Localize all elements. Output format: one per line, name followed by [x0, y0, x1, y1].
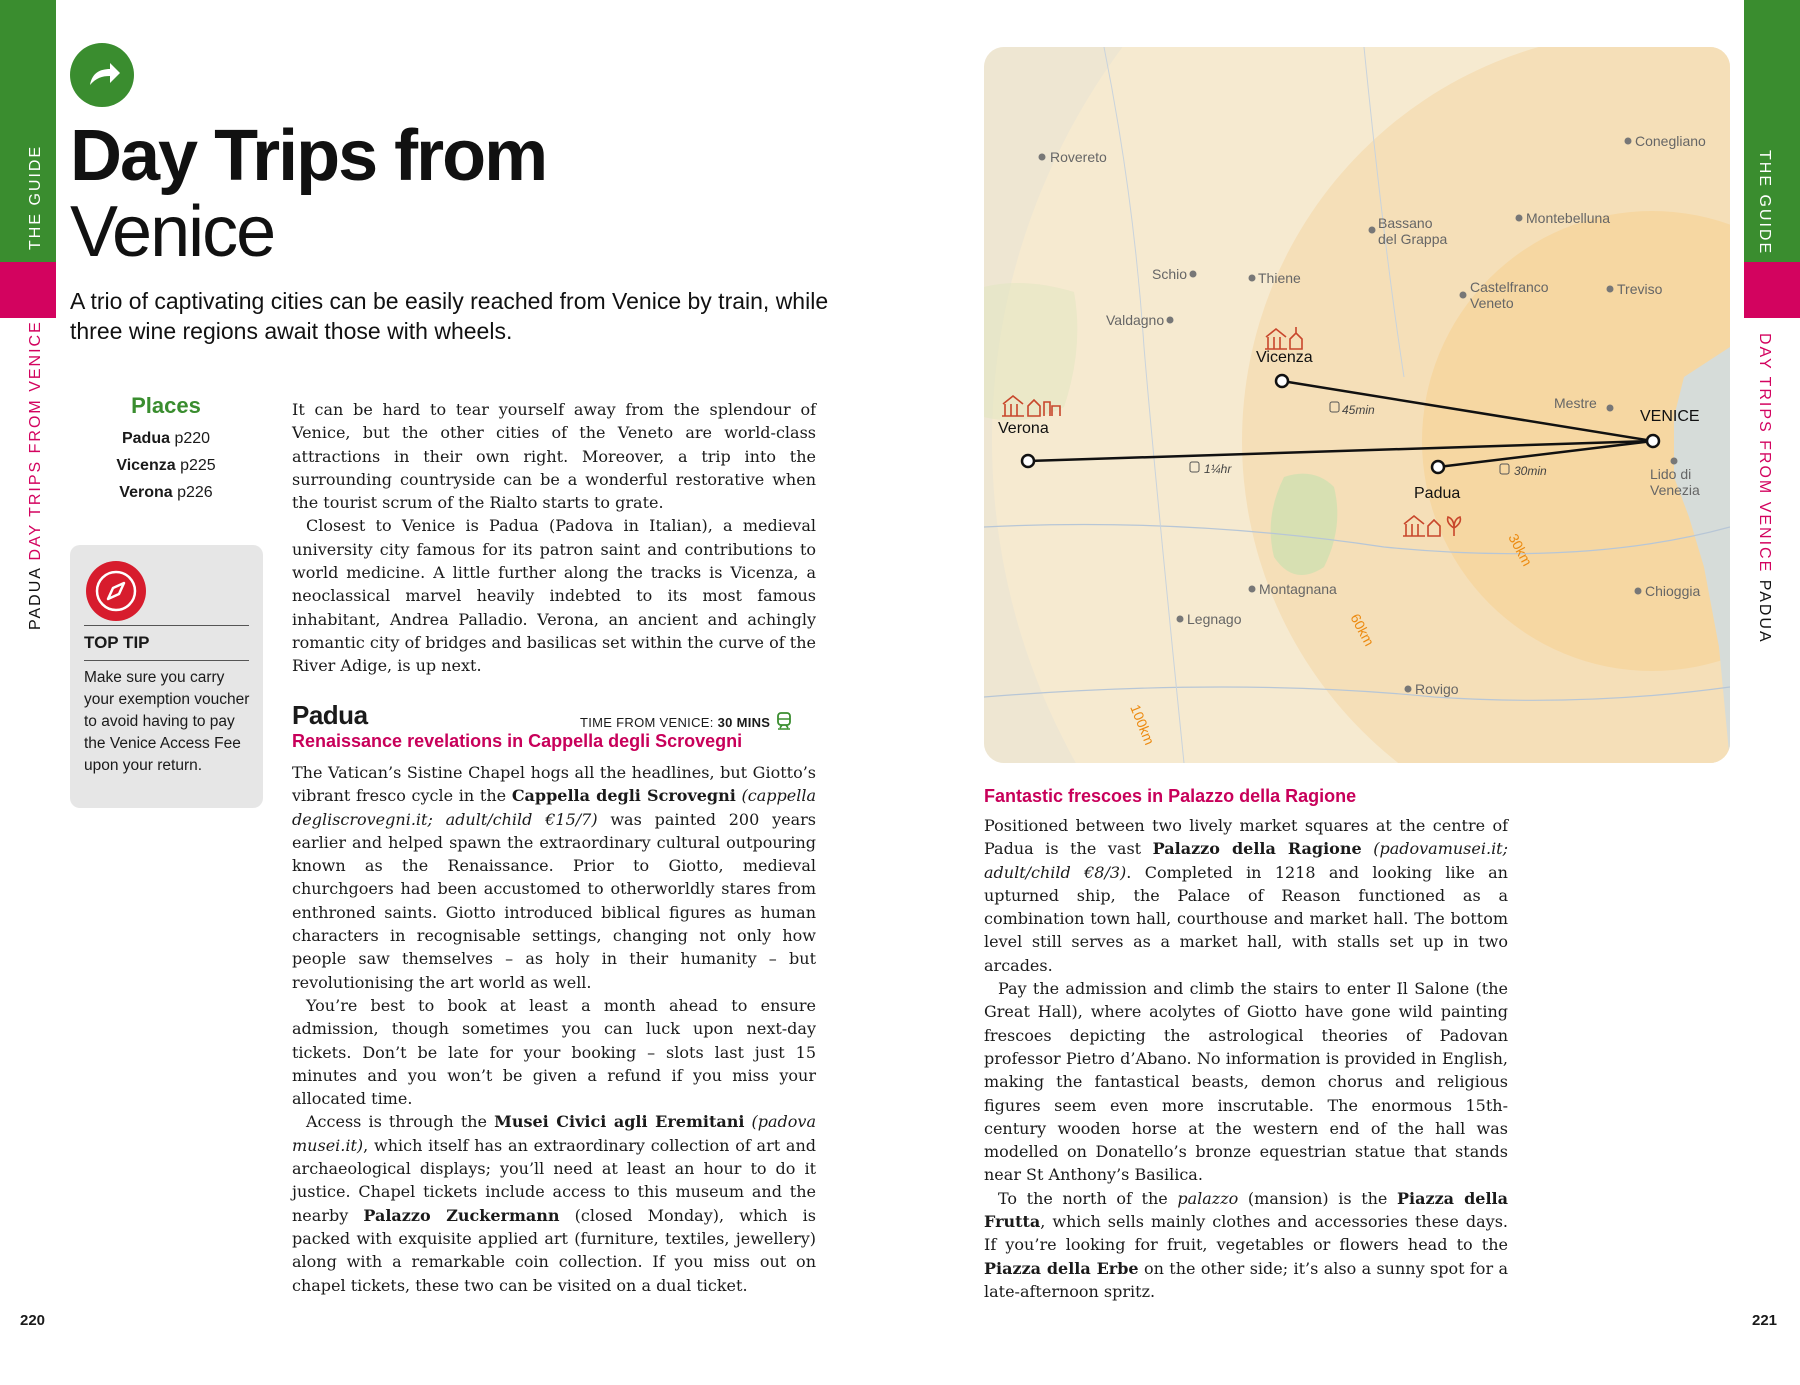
places-item[interactable]: Padua p220 — [121, 430, 211, 447]
town-label: Mestre — [1554, 395, 1597, 411]
tip-text: Make sure you carry your exemption voucher to avoid having to pay the Venice Access Fee upon your return. — [84, 669, 250, 774]
section-name-right: DAY TRIPS FROM VENICE — [1756, 333, 1773, 574]
top-tip-box — [70, 545, 263, 808]
city-label: Padua — [1414, 485, 1461, 502]
page-number-left: 220 — [20, 1312, 46, 1329]
padua-paragraph: Access is through the Musei Civici agli Eremitani (padova musei.it), which itself has an extraordinary collection of art and archaeological displays; you’ll need at least an hour to do it justice. Chapel tickets include access to this museum and the nearby Palazzo Zuckermann (closed Monday), which is packed with exquisite applied art (furniture, textiles, jewellery) along with a remarkable coin collection. If you miss out on chapel tickets, these two can be visited on a dual ticket. — [292, 1112, 817, 1295]
guide-label-right: THE GUIDE — [1756, 150, 1773, 256]
tip-divider — [84, 660, 249, 661]
title-line-1: Day Trips from — [70, 116, 547, 196]
city-label: Verona — [998, 420, 1049, 437]
section-label-right — [1755, 333, 1773, 644]
intro-text: A trio of captivating cities can be easily reached from Venice by train, while three wine regions await those with wheels. — [70, 288, 829, 344]
compass-icon — [86, 561, 146, 621]
town-label: Conegliano — [1635, 133, 1706, 149]
places-item[interactable]: Vicenza p225 — [116, 457, 216, 474]
page-title — [70, 118, 546, 270]
tip-title: TOP TIP — [84, 633, 150, 652]
section-suffix-right: PADUA — [1756, 579, 1773, 644]
city-marker — [1276, 375, 1288, 387]
train-icon — [774, 711, 794, 731]
ragione-subtitle: Fantastic frescoes in Palazzo della Ragione — [984, 786, 1357, 806]
town-label: Valdagno — [1106, 312, 1165, 328]
radius-label: 100km — [1127, 702, 1158, 748]
city-marker — [1022, 455, 1034, 467]
town-label: Chioggia — [1645, 583, 1701, 599]
intro-paragraph: Closest to Venice is Padua (Padova in Italian), a medieval university city famous for its patron saint and contributions to world medicine. A little further along the tracks is Vicenza, a neoclassical marvel heavily indebted to its most famous inhabitant, Andrea Palladio. Verona, an ancient and achingly romantic city of bridges and basilicas set within the curve of the River Adige, is up next. — [292, 516, 816, 676]
padua-paragraph: You’re best to book at least a month ahead to ensure admission, though sometimes you can luck upon next-day tickets. Don’t be late for your booking – slots last just 15 minutes and you won’t be given a refund if you miss your allocated time. — [292, 995, 816, 1109]
places-item[interactable]: Verona p226 — [119, 484, 213, 501]
intro-column — [292, 398, 816, 678]
travel-time: 45min — [1342, 403, 1375, 417]
town-label: Rovereto — [1050, 149, 1107, 165]
city-marker — [1647, 435, 1659, 447]
section-name-left: DAY TRIPS FROM VENICE — [27, 320, 44, 561]
intro-paragraph: It can be hard to tear yourself away from the splendour of Venice, but the other cities of the Veneto are world-class attractions in their own right. Moreover, a trip into the surrounding countryside can be a wonderful restorative when the tourist scrum of the Rialto starts to grate. — [292, 400, 816, 513]
town-label: Treviso — [1617, 281, 1663, 297]
padua-subtitle: Renaissance revelations in Cappella degli Scrovegni — [292, 731, 743, 751]
tip-divider — [84, 625, 249, 626]
section-tab-right — [1744, 262, 1800, 318]
time-from-venice: TIME FROM VENICE: 30 MINS — [580, 711, 794, 731]
ragione-paragraph: Positioned between two lively market squares at the centre of Padua is the vast Palazzo della Ragione (padovamusei.it; adult/child €8/3). Completed in 1218 and looking like an upturned ship, the Palace of Reason functioned as a combination town hall, courthouse and market hall. The bottom level still serves as a market hall, with stalls set up in two arcades. — [984, 816, 1509, 975]
route-map — [984, 47, 1730, 763]
places-heading: Places — [131, 393, 201, 418]
page-number-right: 221 — [1752, 1312, 1778, 1329]
ragione-paragraph: Pay the admission and climb the stairs to enter Il Salone (the Great Hall), where acolytes of Giotto have gone wild painting frescoes depicting the astrological theories of Padovan professor Pietro d’Abano. No information is provided in English, making the fantastical beasts, demon chorus and religious figures seem even more inscrutable. The enormous 15th-century wooden horse at the western end of the hall was modelled on Donatello’s bronze equestrian statue that stands near St Anthony’s Basilica. — [984, 979, 1508, 1185]
town-label: Castelfranco Veneto — [1470, 279, 1549, 311]
day-trip-icon — [70, 43, 134, 107]
section-tab-left — [0, 262, 56, 318]
town-label: Rovigo — [1415, 681, 1459, 697]
travel-time: 1¼hr — [1204, 462, 1232, 476]
travel-time: 30min — [1514, 464, 1547, 478]
guide-label-left: THE GUIDE — [27, 144, 44, 250]
city-label: Vicenza — [1256, 349, 1313, 366]
padua-column — [292, 761, 816, 1297]
section-title-padua: Padua — [292, 700, 368, 730]
town-label: Bassano del Grappa — [1378, 215, 1448, 247]
town-label: Legnago — [1187, 611, 1242, 627]
town-label: Schio — [1152, 266, 1188, 282]
town-label: Montagnana — [1259, 581, 1337, 597]
city-label: VENICE — [1640, 408, 1700, 425]
section-prefix-left: PADUA — [27, 566, 44, 630]
radius-label: 60km — [1347, 610, 1378, 649]
town-label: Thiene — [1258, 270, 1301, 286]
town-label: Montebelluna — [1526, 210, 1611, 226]
radius-label: 30km — [1505, 530, 1536, 569]
title-line-2: Venice — [70, 192, 275, 272]
city-marker — [1432, 461, 1444, 473]
ragione-paragraph: To the north of the palazzo (mansion) is the Piazza della Frutta, which sells mainly clothes and accessories these days. If you’re looking for fruit, vegetables or flowers head to the Piazza della Erbe on the other side; it’s also a sunny spot for a late-afternoon spritz. — [984, 1188, 1508, 1301]
section-label-left — [27, 320, 45, 630]
ragione-column — [984, 814, 1508, 1303]
town-label: Lido di Venezia — [1650, 466, 1700, 498]
padua-paragraph: The Vatican’s Sistine Chapel hogs all the headlines, but Giotto’s vibrant fresco cycle in the Cappella degli Scrovegni (cappella degliscrovegni.it; adult/child €15/7) was painted 200 years earlier and helped spawn the extraordinary cultural outpouring known as the Renaissance. Prior to Giotto, medieval churchgoers had been accustomed to otherworldly stares from enthroned saints. Giotto introduced biblical figures as human characters in recognisable settings, changing not only how people saw themselves – as holy in their humanity – but revolutionising the art world as well. — [292, 763, 817, 992]
